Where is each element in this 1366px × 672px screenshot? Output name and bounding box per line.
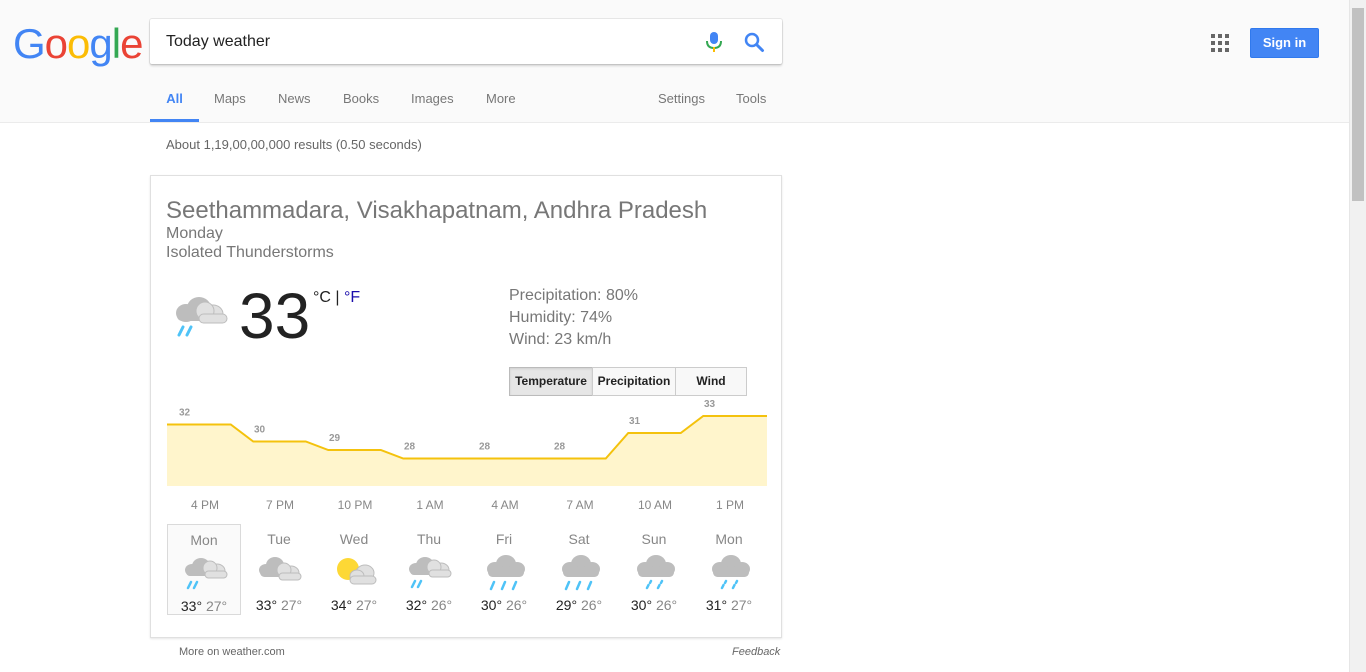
logo-letter: o [44,20,68,67]
search-box [150,19,782,64]
forecast-temps [542,597,616,613]
forecast-day-sat[interactable] [542,524,616,615]
forecast-high: 29° [555,597,578,613]
weather-details [509,285,638,351]
hour-tick-label: 10 AM [637,498,673,512]
tab-maps[interactable]: Maps [214,91,246,106]
temperature-data-label: 28 [479,441,491,453]
apps-grid-icon[interactable] [1211,34,1229,52]
tab-all[interactable]: All [150,78,199,122]
showers-icon [632,552,678,590]
temperature-data-label: 28 [404,441,416,453]
header [0,0,1366,123]
forecast-day-mon[interactable] [167,524,241,615]
forecast-high: 33° [255,597,278,613]
showers-icon [707,552,753,590]
forecast-day-label: Sun [641,531,667,547]
temperature-data-label: 31 [629,416,641,427]
search-input[interactable] [166,19,686,64]
precipitation-text: Precipitation: 80% [509,287,638,304]
tab-images[interactable]: Images [411,91,454,106]
temperature-data-label: 28 [554,441,566,453]
weather-day: Monday [166,225,223,242]
current-temperature: 33 [239,280,311,352]
forecast-temps [467,597,541,613]
logo-letter: o [67,20,90,67]
tab-books[interactable]: Books [343,91,380,106]
forecast-day-label: Wed [339,531,369,547]
rain-icon [482,552,528,590]
forecast-high: 32° [405,597,428,613]
forecast-temps [168,598,240,614]
logo-letter: g [89,20,112,67]
tab-news[interactable]: News [278,91,311,106]
forecast-high: 34° [330,597,353,613]
forecast-low: 26° [655,597,678,613]
forecast-day-tue[interactable] [242,524,316,615]
unit-separator: | [330,289,344,306]
result-stats: About 1,19,00,00,000 results (0.50 seconds) [166,137,422,152]
forecast-day-label: Thu [416,531,442,547]
weather-location: Seethammadara, Visakhapatnam, Andhra Pradesh [166,197,708,224]
forecast-low: 26° [505,597,528,613]
partly-sunny-icon [332,552,378,590]
weather-card [150,175,782,638]
forecast-low: 27° [280,597,303,613]
chart-mode-selector [509,367,747,396]
hour-tick-label: 4 AM [491,498,519,512]
more-on-weather-link[interactable]: More on weather.com [179,646,285,658]
logo-letter: l [111,20,121,67]
celsius-unit[interactable]: °C [313,289,331,306]
thunderstorm-cloud-icon [169,291,231,339]
thunder-cloud-icon [407,552,453,590]
sign-in-button[interactable]: Sign in [1250,28,1319,58]
temperature-data-label: 29 [329,433,341,444]
precipitation-button[interactable]: Precipitation [592,367,676,396]
temperature-button[interactable]: Temperature [509,367,593,396]
forecast-temps [617,597,691,613]
hour-tick-label: 10 PM [337,498,373,512]
logo-letter: G [13,20,45,67]
forecast-temps [317,597,391,613]
forecast-day-label: Tue [267,531,291,547]
humidity-text: Humidity: 74% [509,309,613,326]
tab-tools[interactable]: Tools [736,91,767,106]
forecast-day-label: Mon [715,531,743,547]
forecast-low: 26° [580,597,603,613]
temperature-data-label: 30 [254,424,266,436]
forecast-high: 30° [480,597,503,613]
tab-more[interactable]: More [486,91,516,106]
feedback-link[interactable]: Feedback [732,646,781,658]
scrollbar[interactable] [1349,0,1366,672]
hour-tick-label: 7 AM [566,498,594,512]
forecast-low: 27° [205,598,228,614]
wind-text: Wind: 23 km/h [509,331,612,348]
forecast-high: 31° [705,597,728,613]
rain-icon [557,552,603,590]
temperature-data-label: 32 [179,407,191,419]
temperature-data-label: 33 [704,399,716,410]
cloud-icon [257,552,303,590]
forecast-day-fri[interactable] [467,524,541,615]
forecast-high: 33° [180,598,203,614]
forecast-day-thu[interactable] [392,524,466,615]
wind-button[interactable]: Wind [675,367,747,396]
forecast-temps [392,597,466,613]
forecast-day-label: Mon [190,532,218,548]
fahrenheit-unit[interactable]: °F [344,289,361,306]
forecast-low: 27° [730,597,753,613]
forecast-low: 26° [430,597,453,613]
forecast-day-mon[interactable] [692,524,766,615]
google-logo[interactable] [13,22,142,66]
forecast-day-label: Fri [495,531,513,547]
scroll-thumb[interactable] [1352,8,1364,201]
hour-tick-label: 1 AM [416,498,444,512]
forecast-temps [242,597,316,613]
thunder-cloud-icon [183,553,229,591]
forecast-temps [692,597,766,613]
temperature-chart [167,399,767,490]
hour-tick-label: 7 PM [265,498,294,512]
forecast-day-sun[interactable] [617,524,691,615]
hour-tick-label: 4 PM [190,498,219,512]
hour-tick-label: 1 PM [715,498,744,512]
forecast-high: 30° [630,597,653,613]
forecast-day-label: Sat [568,531,590,547]
logo-letter: e [120,20,143,67]
search-icon[interactable] [743,31,765,53]
microphone-icon[interactable] [704,31,724,53]
unit-toggle [313,289,360,307]
weather-condition: Isolated Thunderstorms [166,244,334,261]
forecast-day-wed[interactable] [317,524,391,615]
tab-settings[interactable]: Settings [658,91,705,106]
forecast-low: 27° [355,597,378,613]
